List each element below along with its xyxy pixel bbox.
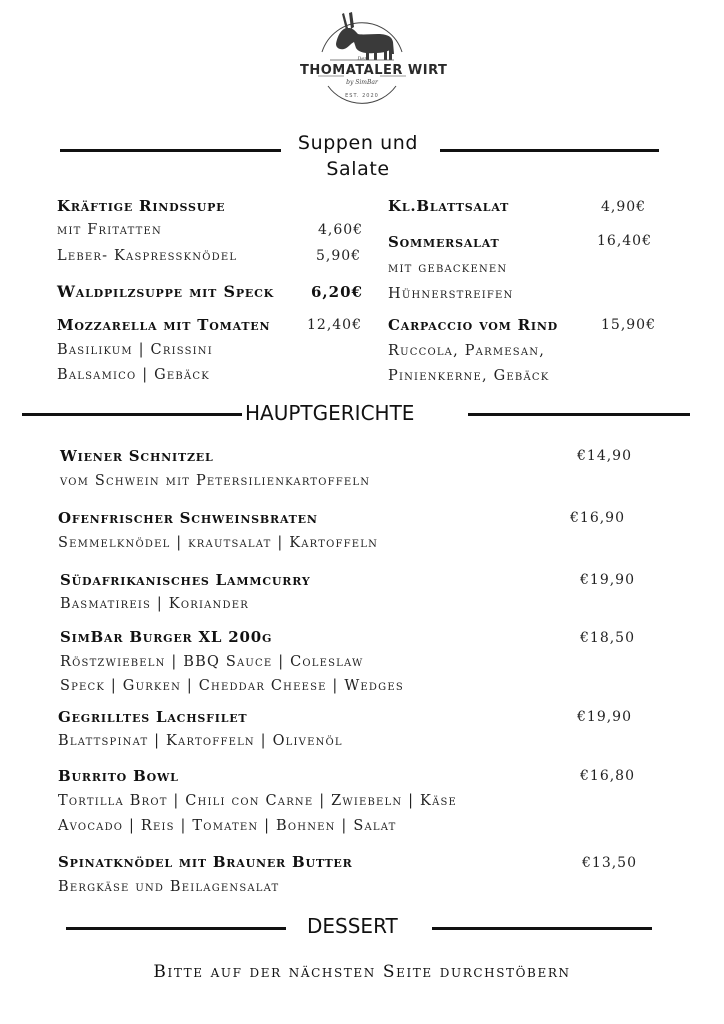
dish-price: 4,90€ xyxy=(601,199,647,215)
dish-name: Südafrikanisches Lammcurry xyxy=(60,571,311,589)
dish-option-price: 5,90€ xyxy=(316,248,362,264)
dish-name: Mozzarella mit Tomaten xyxy=(57,316,271,334)
dish-description: Balsamico | Gebäck xyxy=(57,367,210,383)
dish-price: €18,50 xyxy=(580,630,635,646)
dish-name: Kräftige Rindssupe xyxy=(57,197,226,215)
section-divider-left xyxy=(60,149,281,152)
dish-price: 12,40€ xyxy=(307,317,362,333)
dish-description: Basmatireis | Koriander xyxy=(60,596,249,612)
dish-name: Burrito Bowl xyxy=(58,767,179,785)
dish-name: Ofenfrischer Schweinsbraten xyxy=(58,509,318,527)
dish-description: Semmelknödel | krautsalat | Kartoffeln xyxy=(58,535,379,551)
section-divider-left xyxy=(66,927,286,930)
dish-price: €16,90 xyxy=(570,510,625,526)
dish-name: Waldpilzsuppe mit Speck xyxy=(57,282,274,301)
section-title-line1: Suppen und xyxy=(297,132,419,154)
dish-price: 15,90€ xyxy=(601,317,656,333)
section-divider-right xyxy=(432,927,652,930)
dish-name: Gegrilltes Lachsfilet xyxy=(58,708,248,726)
section-divider-right xyxy=(468,413,690,416)
dessert-note: Bitte auf der nächsten Seite durchstöbern xyxy=(153,962,571,982)
dish-price: €16,80 xyxy=(580,768,635,784)
dish-name: Sommersalat xyxy=(388,233,500,251)
dish-price: €13,50 xyxy=(582,855,637,871)
dish-option-label: mit Fritatten xyxy=(57,222,162,238)
dish-price: €19,90 xyxy=(577,709,632,725)
section-divider-right xyxy=(440,149,659,152)
dish-name: Wiener Schnitzel xyxy=(60,447,214,465)
dish-name: SimBar Burger XL 200g xyxy=(60,628,273,646)
dish-name: Spinatknödel mit Brauner Butter xyxy=(58,853,353,871)
dish-description: Blattspinat | Kartoffeln | Olivenöl xyxy=(58,733,343,749)
section-divider-left xyxy=(22,413,242,416)
dish-description: Tortilla Brot | Chili con Carne | Zwiebeln | Käse xyxy=(58,793,458,809)
dish-description: Hühnerstreifen xyxy=(388,286,514,302)
dish-option-label: Leber- Kaspressknödel xyxy=(57,248,238,264)
logo-prefix: Der xyxy=(357,56,367,62)
dish-description: Basilikum | Crissini xyxy=(57,342,213,358)
logo-established: EST. 2020 xyxy=(345,93,379,99)
dish-description: Bergkäse und Beilagensalat xyxy=(58,879,280,895)
restaurant-name: THOMATALER WIRT xyxy=(300,63,448,78)
section-title-soups-salads xyxy=(258,130,458,182)
dish-description: Ruccola, Parmesan, xyxy=(388,343,546,359)
dish-price: 6,20€ xyxy=(311,283,363,301)
section-title-main-courses: HAUPTGERICHTE xyxy=(245,401,415,425)
dish-description: Avocado | Reis | Tomaten | Bohnen | Salat xyxy=(58,818,397,834)
restaurant-logo xyxy=(300,8,448,104)
dish-description: Speck | Gurken | Cheddar Cheese | Wedges xyxy=(60,678,404,694)
logo-byline: by SimBar xyxy=(346,79,378,86)
dish-option-price: 4,60€ xyxy=(318,222,364,238)
dish-name: Carpaccio vom Rind xyxy=(388,316,559,334)
dish-price: €14,90 xyxy=(577,448,632,464)
dish-name: Kl.Blattsalat xyxy=(388,197,510,215)
dish-price: 16,40€ xyxy=(597,233,652,249)
dish-description: vom Schwein mit Petersilienkartoffeln xyxy=(60,473,371,489)
dish-description: Pinienkerne, Gebäck xyxy=(388,368,550,384)
section-title-line2: Salate xyxy=(326,158,390,180)
dish-description: mit gebackenen xyxy=(388,260,508,276)
section-title-dessert: DESSERT xyxy=(307,914,398,938)
dish-description: Röstzwiebeln | BBQ Sauce | Coleslaw xyxy=(60,654,364,670)
dish-price: €19,90 xyxy=(580,572,635,588)
